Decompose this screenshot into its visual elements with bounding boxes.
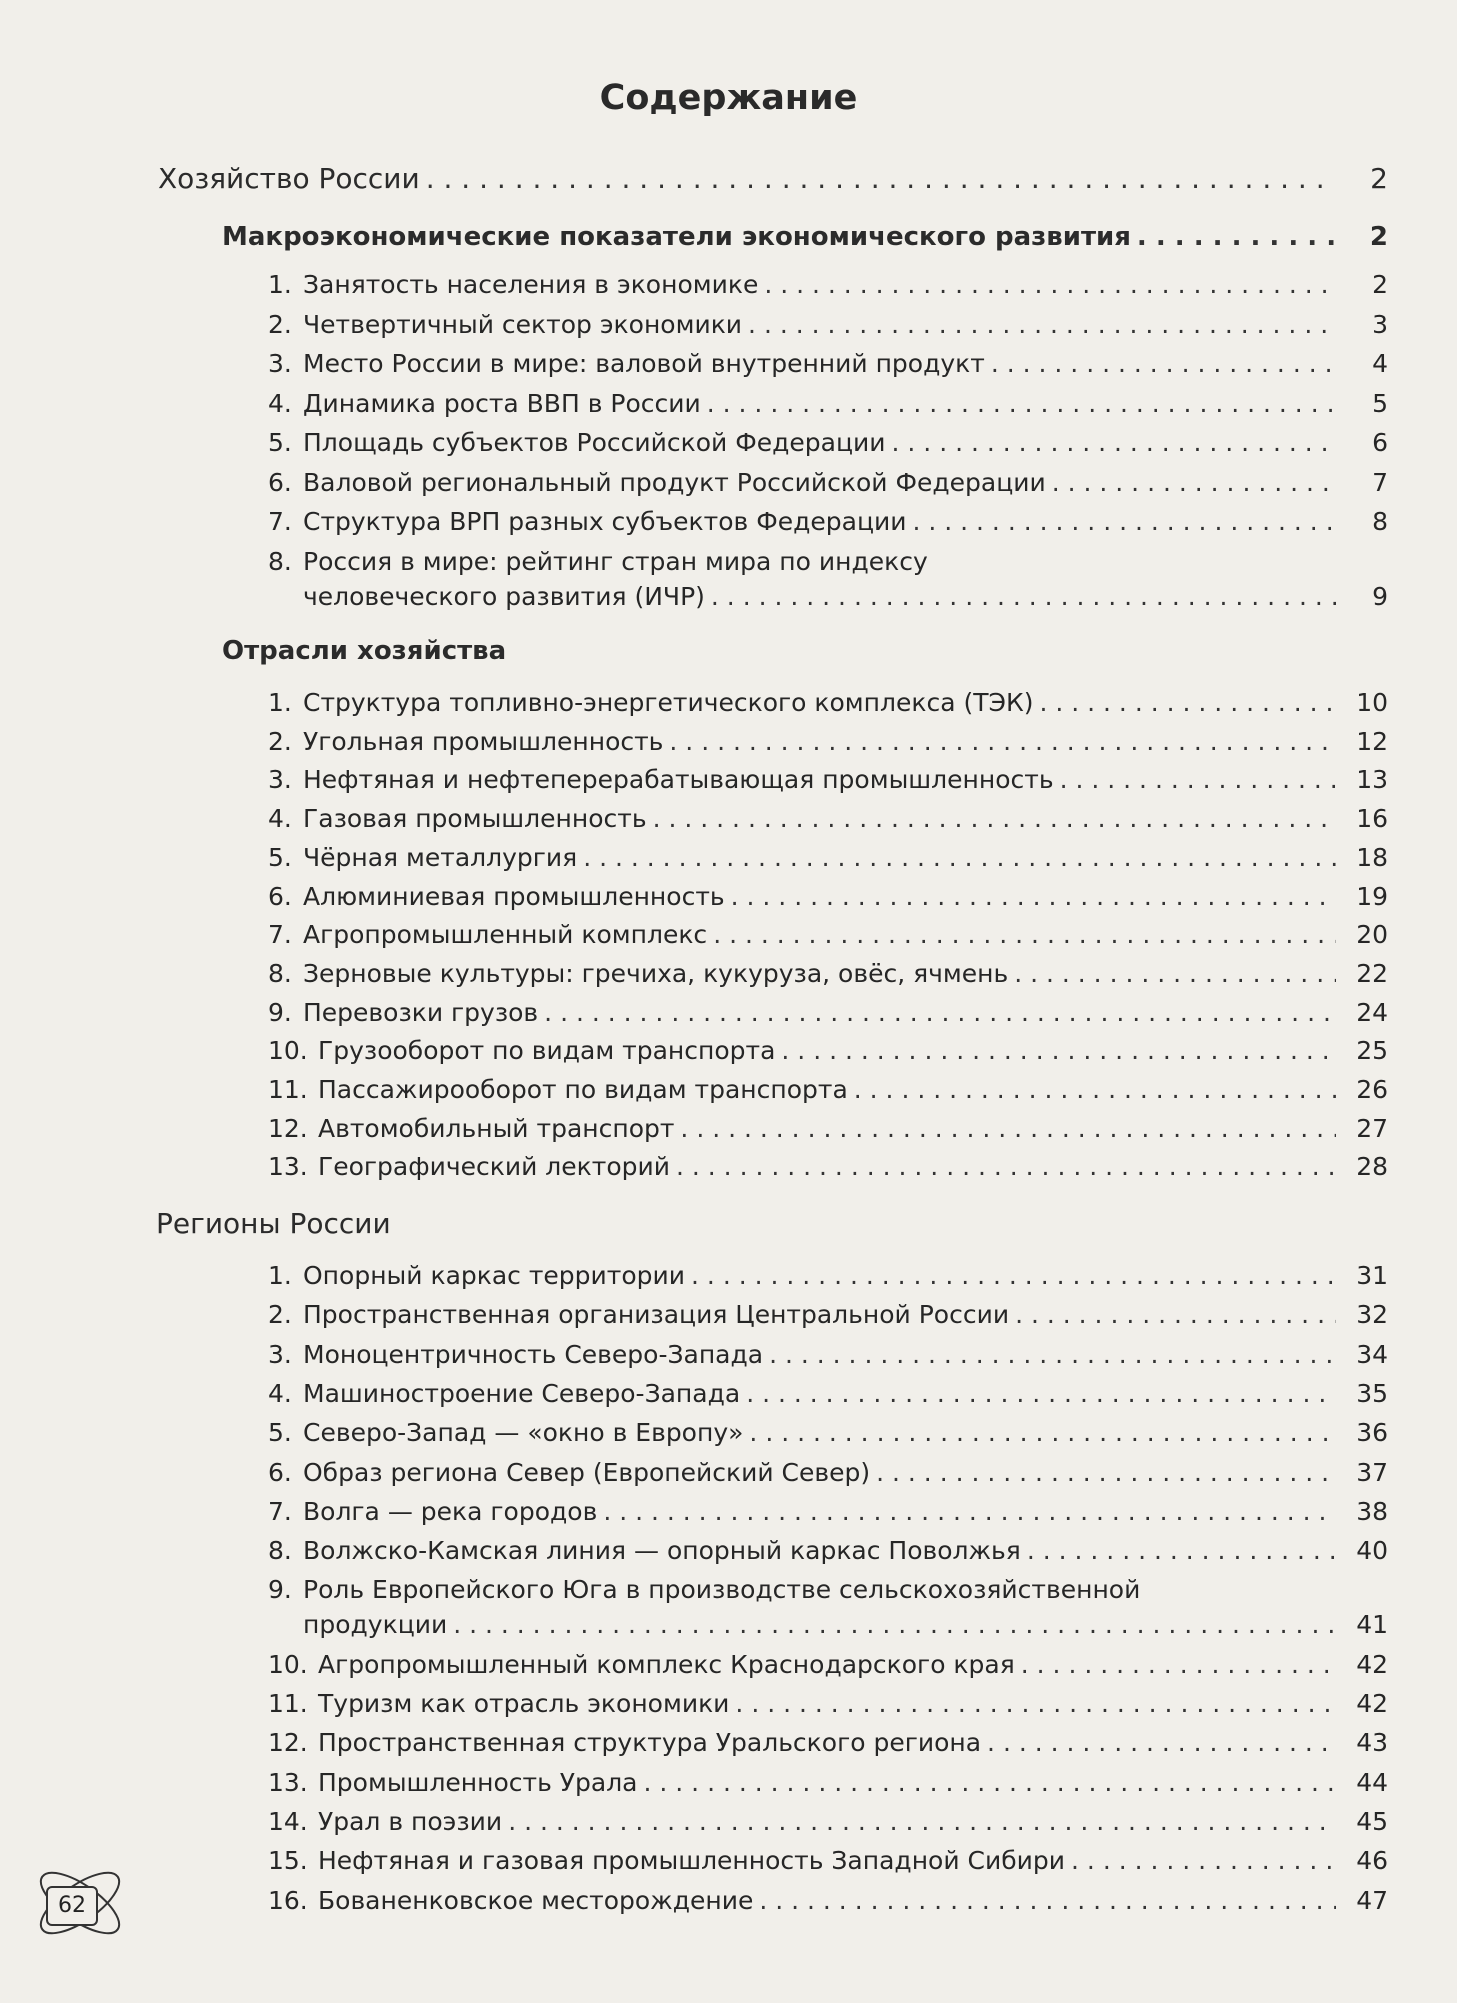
entry-label: Туризм как отрасль экономики [318,1689,730,1718]
dot-leader [892,428,1336,457]
entry-label: Место России в мире: валовой внутренний продукт [303,349,985,378]
dot-leader [603,1497,1336,1526]
toc-entry[interactable] [268,1768,1388,1797]
entry-label: Угольная промышленность [303,726,664,756]
dot-leader [1027,1536,1336,1565]
toc-entry[interactable] [268,1728,1388,1757]
entry-label: продукции [303,1610,448,1640]
dot-leader [759,1886,1336,1915]
toc-entry[interactable] [268,1807,1388,1836]
entry-label: Опорный каркас территории [303,1261,686,1290]
entry-number: 4. [268,804,292,834]
dot-leader [544,998,1336,1027]
page-ref: 41 [1356,1610,1388,1640]
dot-leader [749,1418,1336,1447]
entry-number: 15. [268,1846,308,1876]
dot-leader [707,389,1336,418]
entry-number: 3. [268,349,292,378]
toc-entry[interactable] [268,1300,1388,1329]
entry-number: 11. [268,1075,308,1104]
toc-entry[interactable] [268,428,1388,457]
toc-entry[interactable] [268,1650,1388,1679]
entry-label: Автомобильный транспорт [318,1113,675,1143]
dot-leader [1039,688,1336,717]
dot-leader [653,804,1336,833]
entry-number: 16. [268,1885,308,1915]
entry-number: 3. [268,1339,292,1369]
dot-leader [680,1114,1336,1143]
entry-number: 7. [268,1496,292,1526]
entry-label-line: Роль Европейского Юга в производстве сельскохозяйственной [303,1575,1141,1605]
toc-entry[interactable] [268,1536,1388,1565]
page-ref: 2 [1370,162,1388,195]
toc-entry[interactable] [268,959,1388,988]
page-ref: 26 [1356,1075,1388,1104]
entry-number: 14. [268,1806,308,1836]
page-ref: 3 [1372,309,1388,339]
dot-leader [1014,959,1336,988]
dot-leader [453,1610,1336,1639]
entry-label: человеческого развития (ИЧР) [303,581,705,611]
toc-entry-wrapped-line[interactable] [268,546,928,576]
entry-number: 2. [268,309,292,339]
page-ref: 34 [1356,1339,1388,1369]
page-ref: 13 [1356,765,1388,795]
page-ref: 8 [1372,507,1388,536]
dot-leader [583,843,1336,872]
page-ref: 4 [1372,349,1388,378]
page-ref: 42 [1356,1649,1388,1679]
entry-number: 5. [268,428,292,457]
entry-label: Урал в поэзии [318,1806,503,1836]
entry-label: Агропромышленный комплекс [303,920,708,950]
toc-entry[interactable] [268,688,1388,717]
page-ref: 24 [1356,997,1388,1027]
entry-number: 3. [268,765,292,795]
page-ref: 20 [1356,920,1388,950]
entry-label: Занятость населения в экономике [303,270,759,299]
entry-number: 1. [268,270,292,299]
entry-number: 8. [268,958,292,988]
section-label: Регионы России [156,1207,391,1240]
page-ref: 27 [1356,1113,1388,1143]
entry-label: Алюминиевая промышленность [303,881,725,911]
toc-entry[interactable] [268,1114,1388,1143]
entry-number: 4. [268,1378,292,1408]
entry-number: 12. [268,1728,308,1758]
toc-entry[interactable] [268,270,1388,299]
page-ref: 43 [1356,1728,1388,1758]
entry-label-line: Россия в мире: рейтинг стран мира по индексу [303,546,928,576]
toc-entry[interactable] [268,1689,1388,1718]
entry-number: 7. [268,507,292,536]
toc-entry[interactable] [268,1610,1388,1639]
dot-leader [731,882,1336,911]
entry-number: 5. [268,842,292,872]
dot-leader [912,507,1336,536]
dot-leader [1071,1846,1336,1875]
entry-label: Северо-Запад — «окно в Европу» [303,1418,744,1448]
toc-entry[interactable] [268,765,1388,794]
entry-number: 2. [268,726,292,756]
toc-entry[interactable] [268,882,1388,911]
entry-number: 10. [268,1649,308,1679]
entry-label: Нефтяная и нефтеперерабатывающая промышленность [303,765,1054,795]
dot-leader [1015,1300,1336,1329]
toc-entry[interactable] [268,1886,1388,1915]
entry-label: Моноцентричность Северо-Запада [303,1339,764,1369]
entry-label: Агропромышленный комплекс Краснодарского края [318,1649,1015,1679]
section-label: Хозяйство России [158,162,420,195]
entry-number: 6. [268,1457,292,1487]
entry-number: 10. [268,1036,308,1066]
page-ref: 2 [1372,270,1388,299]
entry-label: Площадь субъектов Российской Федерации [303,428,886,457]
entry-label: Динамика роста ВВП в России [303,388,701,418]
page-ref: 38 [1356,1496,1388,1526]
toc-entry[interactable] [268,1846,1388,1875]
entry-number: 4. [268,388,292,418]
toc-entry[interactable] [268,310,1388,339]
page-ref: 45 [1356,1806,1388,1836]
subsection-label: Отрасли хозяйства [222,636,507,666]
entry-number: 9. [268,997,292,1027]
dot-leader [854,1075,1336,1104]
toc-subsection[interactable] [222,222,1388,252]
toc-entry[interactable] [268,582,1388,611]
toc-entry-wrapped-line[interactable] [268,1575,1141,1605]
toc-entry[interactable] [268,349,1388,378]
toc-entry[interactable] [268,1152,1388,1181]
entry-label: Перевозки грузов [303,997,539,1027]
dot-leader [735,1689,1336,1718]
page-number: 62 [46,1886,98,1926]
page-ref: 28 [1356,1152,1388,1182]
page-title: Содержание [599,78,858,118]
entry-number: 1. [268,1261,292,1290]
entry-label: Пространственная организация Центральной России [303,1300,1010,1330]
entry-label: Нефтяная и газовая промышленность Западной Сибири [318,1846,1066,1876]
dot-leader [769,1340,1336,1369]
page-ref: 12 [1356,726,1388,756]
dot-leader [644,1768,1337,1797]
entry-label: Бованенковское месторождение [318,1885,754,1915]
page-ref: 46 [1356,1846,1388,1876]
page-ref: 7 [1372,467,1388,497]
entry-label: Четвертичный сектор экономики [303,309,743,339]
page-ref: 16 [1356,804,1388,834]
dot-leader [691,1261,1336,1290]
entry-number: 6. [268,467,292,497]
entry-label: Структура топливно-энергетического комплекса (ТЭК) [303,688,1034,717]
toc-section[interactable] [158,162,1388,195]
entry-number: 7. [268,920,292,950]
subsection-label: Макроэкономические показатели экономического развития [222,222,1131,252]
toc-entry[interactable] [268,1458,1388,1487]
dot-leader [713,920,1336,949]
page-ref: 6 [1372,428,1388,457]
toc-entry[interactable] [268,804,1388,833]
dot-leader [676,1152,1336,1181]
toc-entry[interactable] [268,727,1388,756]
dot-leader [508,1807,1336,1836]
entry-label: Зерновые культуры: гречиха, кукуруза, овёс, ячмень [303,958,1009,988]
entry-number: 8. [268,546,292,576]
page-ref: 5 [1372,388,1388,418]
toc-entry[interactable] [268,1340,1388,1369]
page-ref: 32 [1356,1300,1388,1330]
toc-subsection[interactable] [222,636,822,666]
entry-number: 12. [268,1113,308,1143]
entry-label: Пространственная структура Уральского региона [318,1728,982,1758]
entry-label: Чёрная металлургия [303,842,578,872]
page-ref: 19 [1356,881,1388,911]
page-ref: 2 [1369,222,1388,252]
dot-leader [1060,765,1336,794]
page-ref: 36 [1356,1418,1388,1448]
entry-label: Географический лекторий [318,1152,670,1182]
dot-leader [991,349,1336,378]
toc-entry[interactable] [268,998,1388,1027]
entry-label: Машиностроение Северо-Запада [303,1378,741,1408]
dot-leader [876,1458,1336,1487]
dot-leader [426,162,1336,195]
dot-leader [987,1728,1336,1757]
entry-number: 5. [268,1418,292,1448]
entry-number: 2. [268,1300,292,1330]
toc-entry[interactable] [268,920,1388,949]
dot-leader [748,310,1336,339]
page-ref: 47 [1356,1885,1388,1915]
entry-number: 1. [268,688,292,717]
dot-leader [781,1036,1336,1065]
entry-label: Структура ВРП разных субъектов Федерации [303,507,907,536]
toc-entry[interactable] [268,843,1388,872]
entry-number: 6. [268,881,292,911]
dot-leader [746,1379,1336,1408]
entry-label: Валовой региональный продукт Российской Федерации [303,467,1046,497]
entry-number: 11. [268,1689,308,1718]
entry-number: 9. [268,1575,292,1605]
page-ref: 42 [1356,1689,1388,1718]
entry-number: 13. [268,1767,308,1797]
entry-label: Пассажирооборот по видам транспорта [318,1075,848,1104]
dot-leader [1021,1650,1336,1679]
entry-label: Газовая промышленность [303,804,647,834]
page-ref: 9 [1372,581,1388,611]
toc-section[interactable] [156,1207,856,1240]
page-ref: 10 [1356,688,1388,717]
dot-leader [669,727,1336,756]
entry-number: 13. [268,1152,308,1182]
toc-entry[interactable] [268,468,1388,497]
toc-entry[interactable] [268,389,1388,418]
toc-entry[interactable] [268,507,1388,536]
toc-entry[interactable] [268,1418,1388,1447]
dot-leader [1052,468,1336,497]
page-ref: 40 [1356,1536,1388,1566]
page-ref: 25 [1356,1036,1388,1066]
entry-label: Промышленность Урала [318,1767,638,1797]
entry-label: Волжско-Камская линия — опорный каркас Поволжья [303,1536,1021,1566]
dot-leader [711,582,1336,611]
entry-label: Образ региона Север (Европейский Север) [303,1457,871,1487]
toc-entry[interactable] [268,1075,1388,1104]
toc-entry[interactable] [268,1379,1388,1408]
toc-entry[interactable] [268,1497,1388,1526]
dot-leader [764,270,1336,299]
entry-label: Волга — река городов [303,1496,598,1526]
toc-entry[interactable] [268,1261,1388,1290]
toc-entry[interactable] [268,1036,1388,1065]
page-ref: 22 [1356,958,1388,988]
entry-label: Грузооборот по видам транспорта [318,1036,776,1066]
entry-number: 8. [268,1536,292,1566]
page-ref: 18 [1356,842,1388,872]
page-ref: 35 [1356,1378,1388,1408]
page-ref: 44 [1356,1767,1388,1797]
page-ref: 31 [1356,1261,1388,1290]
page-ref: 37 [1356,1457,1388,1487]
dot-leader [1137,222,1336,252]
